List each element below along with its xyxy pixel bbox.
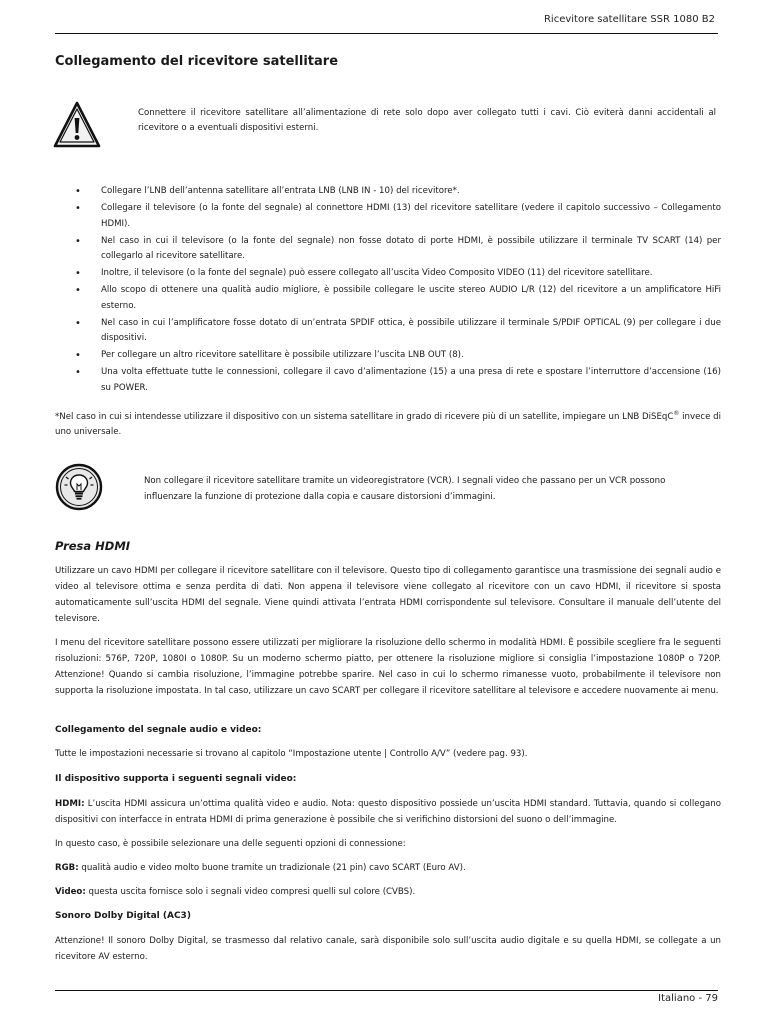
dolby-paragraph: Attenzione! Il sonoro Dolby Digital, se trasmesso dal relativo canale, sarà disponibile solo sull’uscita audio digitale e su quella HDMI, se collegate a un ricevitore AV esterno. [55, 936, 721, 962]
warning-text: Connettere il ricevitore satellitare all’alimentazione di rete solo dopo aver collegato tutti i cavi. Ciò eviterà danni accidentali al ricevitore o a eventuali dispositivi esterni. [138, 108, 716, 133]
page-number: Italiano - 79 [658, 993, 718, 1004]
footer-divider [55, 990, 718, 991]
footnote-text: *Nel caso in cui si intendesse utilizzare il dispositivo con un sistema satellitare in grado di ricevere più di un satellite, impiegare un LNB DiSEqC [55, 411, 674, 422]
warning-triangle-icon [53, 100, 101, 150]
hdmi-lead: HDMI: [55, 799, 85, 809]
section-title: Collegamento del ricevitore satellitare [55, 54, 339, 69]
lightbulb-icon [55, 463, 103, 511]
list-item: • Inoltre, il televisore (o la fonte del segnale) può essere collegato all’uscita Video Composito VIDEO (11) del ricevitore satellitare. [75, 266, 721, 282]
hdmi-signal-paragraph [55, 796, 721, 828]
video-paragraph [55, 884, 721, 900]
rgb-text: qualità audio e video molto buone tramite un tradizionale (21 pin) cavo SCART (Euro AV). [78, 863, 466, 873]
registered-mark: ® [673, 410, 680, 417]
footnote [55, 406, 721, 441]
hdmi-paragraph-1: Utilizzare un cavo HDMI per collegare il ricevitore satellitare con il televisore. Questo tipo di collegamento garantisce una trasmissione dei segnali audio e video al televisore ottima e senza perdita di dati. Non appena il televisore viene collegato al ricevitore con un cavo HDMI, il ricevitore si sposta automaticamente sull’uscita HDMI del segnale. Viene quindi attivata l’entrata HDMI corrispondente sul televisore. Consultare il manuale dell’utente del televisore. [55, 566, 721, 624]
hdmi-paragraph-2: I menu del ricevitore satellitare possono essere utilizzati per migliorare la risoluzione dello schermo in modalità HDMI. È possibile scegliere fra le seguenti risoluzioni: 576P, 720P, 1080I o 1080P. Su un moderno schermo piatto, per ottenere la risoluzione migliore si consiglia l’impostazione 1080P o 720P. Attenzione! Quando si cambia risoluzione, l’immagine potrebbe sparire. Nel caso in cui lo schermo rimanesse vuoto, probabilmente il televisore non supporta la risoluzione impostata. In tal caso, utilizzare un cavo SCART per collegare il ricevitore satellitare al televisore e accedere nuovamente ai menu. [55, 638, 721, 696]
list-item: • Allo scopo di ottenere una qualità audio migliore, è possibile collegare le uscite stereo AUDIO L/R (12) del ricevitore a un amplificatore HiFi esterno. [75, 283, 721, 314]
signals-heading: Il dispositivo supporta i seguenti segnali video: [55, 774, 297, 784]
running-header: Ricevitore satellitare SSR 1080 B2 [543, 14, 715, 25]
rgb-paragraph [55, 860, 721, 876]
dolby-heading: Sonoro Dolby Digital (AC3) [55, 911, 191, 921]
list-item: • Per collegare un altro ricevitore satellitare è possibile utilizzare l’uscita LNB OUT (8). [75, 348, 721, 364]
rgb-lead: RGB: [55, 863, 79, 873]
video-text: questa uscita fornisce solo i segnali video compresi quelli sul colore (CVBS). [85, 887, 416, 897]
tip-text: Non collegare il ricevitore satellitare tramite un videoregistratore (VCR). I segnali video che passano per un VCR possono influenzare la funzione di protezione dalla copia e causare distorsioni d’immagini. [144, 476, 666, 502]
video-lead: Video: [55, 887, 86, 897]
header-divider [55, 33, 718, 34]
connection-steps-list [75, 184, 721, 398]
list-item: • Nel caso in cui l’amplificatore fosse dotato di un’entrata SPDIF ottica, è possibile utilizzare il terminale S/PDIF OPTICAL (9) per collegare i due dispositivi. [75, 316, 721, 347]
footnote-tail: invece di uno universale. [55, 411, 721, 438]
list-item: • Nel caso in cui il televisore (o la fonte del segnale) non fosse dotato di porte HDMI, è possibile utilizzare il terminale TV SCART (14) per collegarlo al ricevitore satellitare. [75, 234, 721, 265]
options-paragraph: In questo caso, è possibile selezionare una delle seguenti opzioni di connessione: [55, 839, 406, 849]
list-item: • Collegare l’LNB dell’antenna satellitare all’entrata LNB (LNB IN - 10) del ricevitore*. [75, 184, 721, 200]
list-item: • Collegare il televisore (o la fonte del segnale) al connettore HDMI (13) del ricevitore satellitare (vedere il capitolo successivo – Collegamento HDMI). [75, 201, 721, 232]
hdmi-signal-text: L’uscita HDMI assicura un’ottima qualità video e audio. Nota: questo dispositivo possiede un’uscita HDMI standard. Tuttavia, quando si collegano dispositivi con interfacce in entrata HDMI di prima generazione è possibile che si verifichino distorsioni del suono o dell’immagine. [55, 799, 721, 825]
av-heading: Collegamento del segnale audio e video: [55, 725, 262, 735]
list-item: • Una volta effettuate tutte le connessioni, collegare il cavo d’alimentazione (15) a una presa di rete e spostare l’interruttore d’accensione (16) su POWER. [75, 365, 721, 396]
hdmi-subtitle: Presa HDMI [55, 539, 131, 553]
av-paragraph: Tutte le impostazioni necessarie si trovano al capitolo “Impostazione utente | Controllo A/V” (vedere pag. 93). [55, 749, 528, 759]
